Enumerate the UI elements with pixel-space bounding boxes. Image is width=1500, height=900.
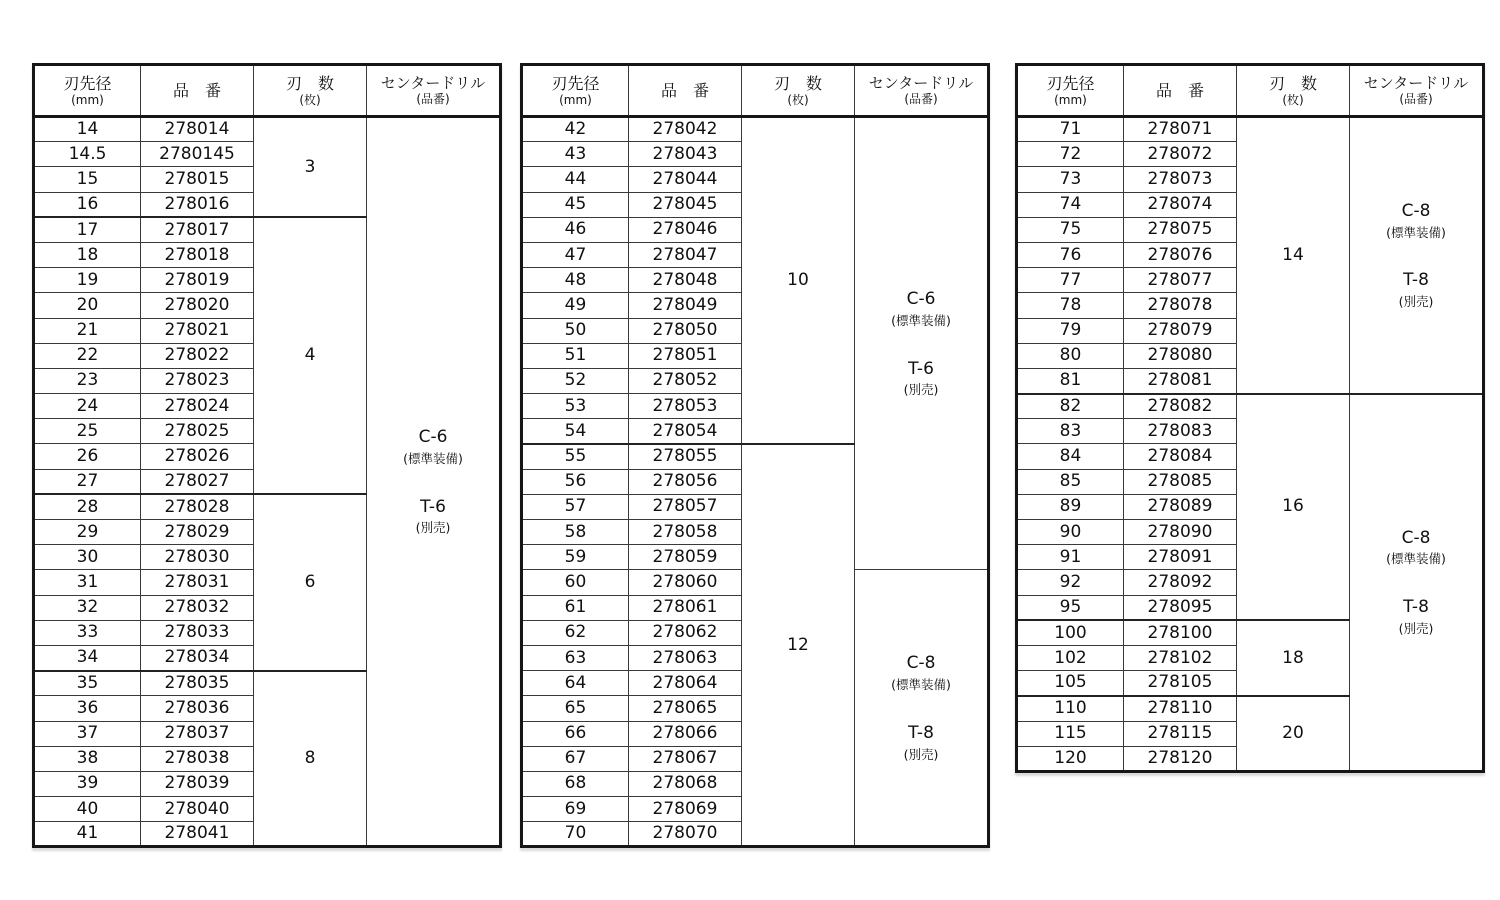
center-drill-cell [855, 570, 989, 847]
part-number-cell: 278055 [629, 444, 742, 469]
header-row [1017, 65, 1484, 117]
diameter-cell: 24 [34, 394, 141, 419]
center-drill-header-unit: (品番) [904, 92, 938, 107]
diameter-cell: 81 [1017, 368, 1124, 393]
part-number-cell: 278110 [1124, 696, 1237, 721]
part-number-cell: 278027 [141, 469, 254, 494]
center-drill-cell [1350, 117, 1484, 394]
diameter-cell: 120 [1017, 746, 1124, 771]
part-number-cell: 278018 [141, 242, 254, 267]
diameter-cell: 110 [1017, 696, 1124, 721]
part-number-cell: 278061 [629, 595, 742, 620]
part-number-cell: 278046 [629, 217, 742, 242]
diameter-cell: 60 [522, 570, 629, 595]
diameter-cell: 33 [34, 620, 141, 645]
center-drill-cell [1350, 394, 1484, 772]
part-number-cell: 278084 [1124, 444, 1237, 469]
part-number-cell: 278037 [141, 721, 254, 746]
diameter-cell: 31 [34, 570, 141, 595]
diameter-cell: 52 [522, 368, 629, 393]
part-number-cell: 278023 [141, 368, 254, 393]
diameter-cell: 73 [1017, 167, 1124, 192]
diameter-cell: 67 [522, 746, 629, 771]
diameter-cell: 68 [522, 771, 629, 796]
part-number-cell: 278069 [629, 797, 742, 822]
diameter-cell: 38 [34, 746, 141, 771]
blade-count-header-label: 刃 数 [773, 73, 822, 93]
part-number-header-label: 品 番 [1155, 80, 1204, 100]
blade-count-header-unit: (枚) [1282, 93, 1304, 107]
part-number-cell: 278044 [629, 167, 742, 192]
drill-model-optional: T-8 [908, 722, 934, 743]
part-number-cell: 278062 [629, 620, 742, 645]
part-number-cell: 278050 [629, 318, 742, 343]
part-number-cell: 278017 [141, 217, 254, 242]
diameter-cell: 14 [34, 117, 141, 142]
table-row [1017, 117, 1484, 142]
diameter-header-unit: (mm) [1054, 93, 1087, 107]
diameter-cell: 51 [522, 343, 629, 368]
part-number-cell: 278083 [1124, 419, 1237, 444]
part-number-cell: 278021 [141, 318, 254, 343]
diameter-cell: 76 [1017, 242, 1124, 267]
diameter-cell: 63 [522, 645, 629, 670]
part-number-cell: 278071 [1124, 117, 1237, 142]
part-number-cell: 278067 [629, 746, 742, 771]
col-header-part-number [141, 65, 254, 117]
part-number-cell: 278102 [1124, 645, 1237, 670]
diameter-cell: 19 [34, 268, 141, 293]
part-number-cell: 278042 [629, 117, 742, 142]
part-number-cell: 2780145 [141, 142, 254, 167]
part-number-cell: 278049 [629, 293, 742, 318]
blade-count-cell: 10 [742, 117, 855, 444]
diameter-cell: 20 [34, 293, 141, 318]
diameter-cell: 41 [34, 822, 141, 847]
diameter-cell: 59 [522, 545, 629, 570]
part-number-cell: 278038 [141, 746, 254, 771]
table-body [522, 117, 989, 847]
diameter-cell: 39 [34, 771, 141, 796]
part-number-cell: 278014 [141, 117, 254, 142]
diameter-cell: 75 [1017, 217, 1124, 242]
diameter-cell: 49 [522, 293, 629, 318]
part-number-cell: 278064 [629, 671, 742, 696]
col-header-blade-count [1237, 65, 1350, 117]
part-number-cell: 278024 [141, 394, 254, 419]
diameter-cell: 18 [34, 242, 141, 267]
table-body [1017, 117, 1484, 772]
header-row [34, 65, 501, 117]
col-header-part-number [629, 65, 742, 117]
part-number-cell: 278078 [1124, 293, 1237, 318]
part-number-cell: 278060 [629, 570, 742, 595]
drill-model-standard-note: (標準装備) [1386, 551, 1446, 567]
part-number-cell: 278032 [141, 595, 254, 620]
diameter-cell: 15 [34, 167, 141, 192]
diameter-cell: 77 [1017, 268, 1124, 293]
part-number-cell: 278034 [141, 645, 254, 670]
diameter-cell: 30 [34, 545, 141, 570]
drill-model-standard: C-8 [906, 653, 936, 674]
part-number-cell: 278043 [629, 142, 742, 167]
diameter-cell: 90 [1017, 520, 1124, 545]
center-drill-header-label: センタードリル [380, 74, 486, 93]
part-number-cell: 278025 [141, 419, 254, 444]
diameter-cell: 28 [34, 494, 141, 519]
diameter-cell: 53 [522, 394, 629, 419]
part-number-cell: 278020 [141, 293, 254, 318]
part-number-cell: 278095 [1124, 595, 1237, 620]
blade-count-cell: 14 [1237, 117, 1350, 394]
diameter-header-unit: (mm) [559, 93, 592, 107]
col-header-part-number [1124, 65, 1237, 117]
spec-table-3 [1015, 63, 1485, 773]
diameter-cell: 35 [34, 671, 141, 696]
diameter-cell: 79 [1017, 318, 1124, 343]
diameter-cell: 37 [34, 721, 141, 746]
center-drill-header-label: センタードリル [1363, 74, 1469, 93]
diameter-cell: 89 [1017, 494, 1124, 519]
col-header-diameter [34, 65, 141, 117]
part-number-cell: 278058 [629, 520, 742, 545]
drill-model-optional-note: (別売) [1398, 620, 1434, 636]
part-number-cell: 278035 [141, 671, 254, 696]
diameter-cell: 17 [34, 217, 141, 242]
diameter-cell: 84 [1017, 444, 1124, 469]
diameter-cell: 82 [1017, 394, 1124, 419]
part-number-cell: 278077 [1124, 268, 1237, 293]
diameter-header-label: 刃先径 [551, 73, 600, 93]
part-number-cell: 278039 [141, 771, 254, 796]
part-number-cell: 278079 [1124, 318, 1237, 343]
center-drill-header-label: センタードリル [868, 74, 974, 93]
diameter-cell: 74 [1017, 192, 1124, 217]
blade-count-cell: 6 [254, 494, 367, 670]
drill-model-optional: T-8 [1403, 270, 1429, 291]
part-number-cell: 278022 [141, 343, 254, 368]
diameter-cell: 61 [522, 595, 629, 620]
diameter-cell: 50 [522, 318, 629, 343]
diameter-cell: 23 [34, 368, 141, 393]
diameter-cell: 42 [522, 117, 629, 142]
part-number-cell: 278092 [1124, 570, 1237, 595]
diameter-cell: 83 [1017, 419, 1124, 444]
diameter-cell: 100 [1017, 620, 1124, 645]
part-number-cell: 278074 [1124, 192, 1237, 217]
part-number-cell: 278085 [1124, 469, 1237, 494]
part-number-cell: 278048 [629, 268, 742, 293]
diameter-cell: 57 [522, 494, 629, 519]
drill-model-optional: T-6 [908, 358, 934, 379]
blade-count-header-label: 刃 数 [285, 73, 334, 93]
drill-model-optional-note: (別売) [1398, 293, 1434, 309]
diameter-cell: 92 [1017, 570, 1124, 595]
part-number-cell: 278072 [1124, 142, 1237, 167]
part-number-cell: 278090 [1124, 520, 1237, 545]
col-header-center-drill [367, 65, 501, 117]
part-number-cell: 278063 [629, 645, 742, 670]
diameter-cell: 62 [522, 620, 629, 645]
part-number-cell: 278068 [629, 771, 742, 796]
drill-model-standard-note: (標準装備) [891, 677, 951, 693]
diameter-cell: 14.5 [34, 142, 141, 167]
diameter-cell: 47 [522, 242, 629, 267]
diameter-cell: 26 [34, 444, 141, 469]
drill-model-standard-note: (標準装備) [1386, 224, 1446, 240]
center-drill-header-unit: (品番) [1399, 92, 1433, 107]
diameter-cell: 71 [1017, 117, 1124, 142]
part-number-cell: 278081 [1124, 368, 1237, 393]
center-drill-cell [855, 117, 989, 570]
part-number-cell: 278045 [629, 192, 742, 217]
diameter-cell: 69 [522, 797, 629, 822]
spec-table-2 [520, 63, 990, 848]
col-header-center-drill [855, 65, 989, 117]
part-number-cell: 278059 [629, 545, 742, 570]
part-number-cell: 278031 [141, 570, 254, 595]
part-number-cell: 278115 [1124, 721, 1237, 746]
diameter-cell: 58 [522, 520, 629, 545]
part-number-cell: 278080 [1124, 343, 1237, 368]
col-header-center-drill [1350, 65, 1484, 117]
diameter-cell: 115 [1017, 721, 1124, 746]
blade-count-header-unit: (枚) [299, 93, 321, 107]
diameter-cell: 65 [522, 696, 629, 721]
diameter-cell: 29 [34, 520, 141, 545]
drill-model-optional: T-8 [1403, 597, 1429, 618]
part-number-cell: 278041 [141, 822, 254, 847]
part-number-cell: 278056 [629, 469, 742, 494]
part-number-cell: 278036 [141, 696, 254, 721]
diameter-cell: 66 [522, 721, 629, 746]
part-number-cell: 278054 [629, 419, 742, 444]
diameter-cell: 91 [1017, 545, 1124, 570]
diameter-header-label: 刃先径 [1046, 73, 1095, 93]
part-number-cell: 278066 [629, 721, 742, 746]
blade-count-header-label: 刃 数 [1268, 73, 1317, 93]
diameter-cell: 54 [522, 419, 629, 444]
part-number-cell: 278100 [1124, 620, 1237, 645]
diameter-cell: 95 [1017, 595, 1124, 620]
part-number-cell: 278019 [141, 268, 254, 293]
diameter-cell: 40 [34, 797, 141, 822]
diameter-cell: 85 [1017, 469, 1124, 494]
drill-model-standard: C-8 [1401, 200, 1431, 221]
diameter-header-label: 刃先径 [63, 73, 112, 93]
part-number-cell: 278105 [1124, 671, 1237, 696]
diameter-cell: 45 [522, 192, 629, 217]
diameter-cell: 102 [1017, 645, 1124, 670]
diameter-cell: 72 [1017, 142, 1124, 167]
drill-model-standard: C-8 [1401, 527, 1431, 548]
blade-count-cell: 20 [1237, 696, 1350, 772]
table-body [34, 117, 501, 847]
diameter-cell: 27 [34, 469, 141, 494]
part-number-cell: 278030 [141, 545, 254, 570]
drill-model-standard: C-6 [906, 289, 936, 310]
part-number-cell: 278082 [1124, 394, 1237, 419]
part-number-cell: 278057 [629, 494, 742, 519]
drill-model-optional-note: (別売) [903, 746, 939, 762]
part-number-cell: 278053 [629, 394, 742, 419]
part-number-cell: 278073 [1124, 167, 1237, 192]
part-number-cell: 278065 [629, 696, 742, 721]
drill-model-optional: T-6 [420, 496, 446, 517]
diameter-header-unit: (mm) [71, 93, 104, 107]
blade-count-cell: 18 [1237, 620, 1350, 696]
table-row [34, 117, 501, 142]
part-number-cell: 278047 [629, 242, 742, 267]
table-row [522, 117, 989, 142]
drill-model-optional-note: (別売) [415, 520, 451, 536]
part-number-cell: 278033 [141, 620, 254, 645]
part-number-cell: 278075 [1124, 217, 1237, 242]
diameter-cell: 56 [522, 469, 629, 494]
header-row [522, 65, 989, 117]
spec-table-1 [32, 63, 502, 848]
part-number-cell: 278040 [141, 797, 254, 822]
diameter-cell: 48 [522, 268, 629, 293]
blade-count-cell: 4 [254, 217, 367, 494]
part-number-cell: 278052 [629, 368, 742, 393]
diameter-cell: 44 [522, 167, 629, 192]
diameter-cell: 16 [34, 192, 141, 217]
col-header-diameter [1017, 65, 1124, 117]
blade-count-header-unit: (枚) [787, 93, 809, 107]
diameter-cell: 34 [34, 645, 141, 670]
drill-model-standard: C-6 [418, 427, 448, 448]
table-row [1017, 394, 1484, 419]
center-drill-header-unit: (品番) [416, 92, 450, 107]
diameter-cell: 55 [522, 444, 629, 469]
part-number-cell: 278070 [629, 822, 742, 847]
blade-count-cell: 12 [742, 444, 855, 847]
diameter-cell: 105 [1017, 671, 1124, 696]
diameter-cell: 46 [522, 217, 629, 242]
drill-model-standard-note: (標準装備) [403, 450, 463, 466]
diameter-cell: 32 [34, 595, 141, 620]
col-header-blade-count [254, 65, 367, 117]
part-number-header-label: 品 番 [660, 80, 709, 100]
diameter-cell: 80 [1017, 343, 1124, 368]
col-header-blade-count [742, 65, 855, 117]
drill-model-standard-note: (標準装備) [891, 312, 951, 328]
diameter-cell: 36 [34, 696, 141, 721]
drill-model-optional-note: (別売) [903, 382, 939, 398]
part-number-cell: 278028 [141, 494, 254, 519]
part-number-cell: 278016 [141, 192, 254, 217]
col-header-diameter [522, 65, 629, 117]
diameter-cell: 25 [34, 419, 141, 444]
part-number-cell: 278076 [1124, 242, 1237, 267]
blade-count-cell: 8 [254, 671, 367, 847]
diameter-cell: 64 [522, 671, 629, 696]
part-number-cell: 278015 [141, 167, 254, 192]
part-number-cell: 278120 [1124, 746, 1237, 771]
part-number-cell: 278051 [629, 343, 742, 368]
part-number-header-label: 品 番 [172, 80, 221, 100]
blade-count-cell: 3 [254, 117, 367, 218]
center-drill-cell [367, 117, 501, 847]
diameter-cell: 43 [522, 142, 629, 167]
diameter-cell: 22 [34, 343, 141, 368]
part-number-cell: 278089 [1124, 494, 1237, 519]
part-number-cell: 278026 [141, 444, 254, 469]
diameter-cell: 21 [34, 318, 141, 343]
blade-count-cell: 16 [1237, 394, 1350, 621]
diameter-cell: 78 [1017, 293, 1124, 318]
diameter-cell: 70 [522, 822, 629, 847]
part-number-cell: 278029 [141, 520, 254, 545]
part-number-cell: 278091 [1124, 545, 1237, 570]
